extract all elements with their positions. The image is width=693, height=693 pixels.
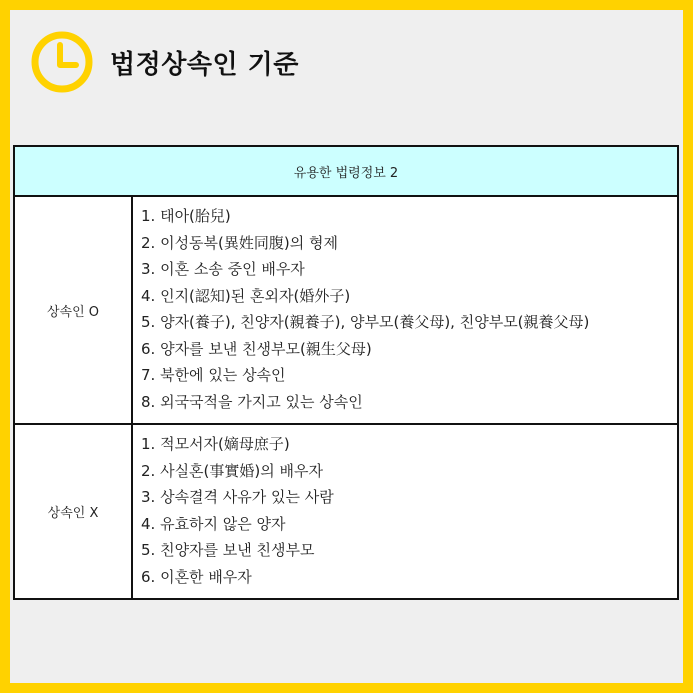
clock-icon [30, 30, 94, 94]
page-title: 법정상속인 기준 [110, 49, 299, 80]
list-item: 5. 친양자를 보낸 친생부모 [141, 541, 315, 559]
table-row [14, 424, 678, 599]
list-item: 2. 사실혼(事實婚)의 배우자 [141, 461, 323, 480]
page-header [30, 30, 299, 94]
list-item: 6. 양자를 보낸 친생부모(親生父母) [141, 339, 372, 358]
list-item: 7. 북한에 있는 상속인 [141, 366, 286, 384]
heir-no-items [132, 424, 678, 599]
list-item: 4. 유효하지 않은 양자 [141, 514, 286, 533]
table-header: 유용한 법령정보 2 [14, 146, 678, 196]
table-row [14, 196, 678, 424]
list-item: 3. 이혼 소송 중인 배우자 [141, 260, 305, 278]
list-item: 4. 인지(認知)된 혼외자(婚外子) [141, 286, 351, 305]
legal-info-table [13, 145, 679, 600]
content-card [10, 10, 683, 683]
list-item: 3. 상속결격 사유가 있는 사람 [141, 488, 334, 506]
list-item: 1. 태아(胎兒) [141, 207, 231, 225]
heir-yes-items [132, 196, 678, 424]
list-item: 1. 적모서자(嫡母庶子) [141, 435, 290, 453]
list-item: 5. 양자(養子), 친양자(親養子), 양부모(養父母), 친양부모(親養父母) [141, 313, 590, 331]
list-item: 8. 외국국적을 가지고 있는 상속인 [141, 392, 363, 411]
list-item: 6. 이혼한 배우자 [141, 567, 252, 586]
list-item: 2. 이성동복(異姓同腹)의 형제 [141, 233, 338, 252]
category-heir-no: 상속인 X [14, 424, 132, 599]
table-header-row [14, 146, 678, 196]
category-heir-yes: 상속인 O [14, 196, 132, 424]
